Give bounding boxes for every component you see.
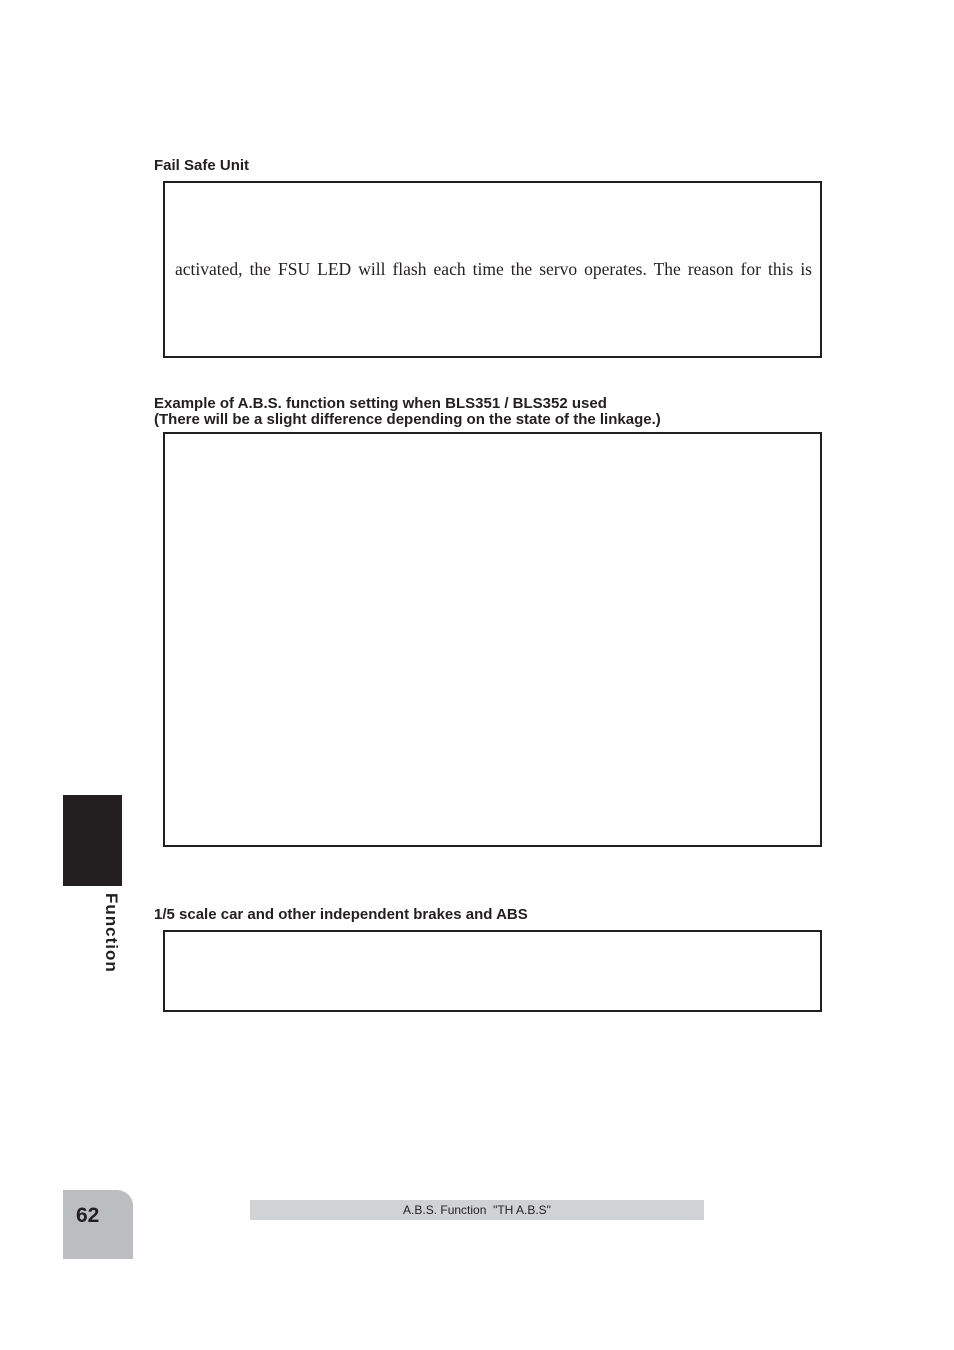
side-tab-label: Function [102,893,121,973]
scale-car-box [163,930,822,1012]
abs-example-heading-line2: (There will be a slight difference depending on the state of the linkage.) [154,411,661,428]
abs-example-heading-line1: Example of A.B.S. function setting when BLS351 / BLS352 used [154,395,607,412]
page-number-tab [63,1190,133,1259]
page-number: 62 [76,1204,100,1227]
side-tab-marker [63,795,122,886]
footer-title: A.B.S. Function "TH A.B.S" [250,1200,704,1220]
abs-example-box [163,432,822,847]
scale-car-heading: 1/5 scale car and other independent brakes and ABS [154,906,528,923]
fail-safe-heading: Fail Safe Unit [154,157,250,174]
fail-safe-text: activated, the FSU LED will flash each time the servo operates. The reason for this is [175,259,812,279]
fail-safe-box [163,181,822,358]
